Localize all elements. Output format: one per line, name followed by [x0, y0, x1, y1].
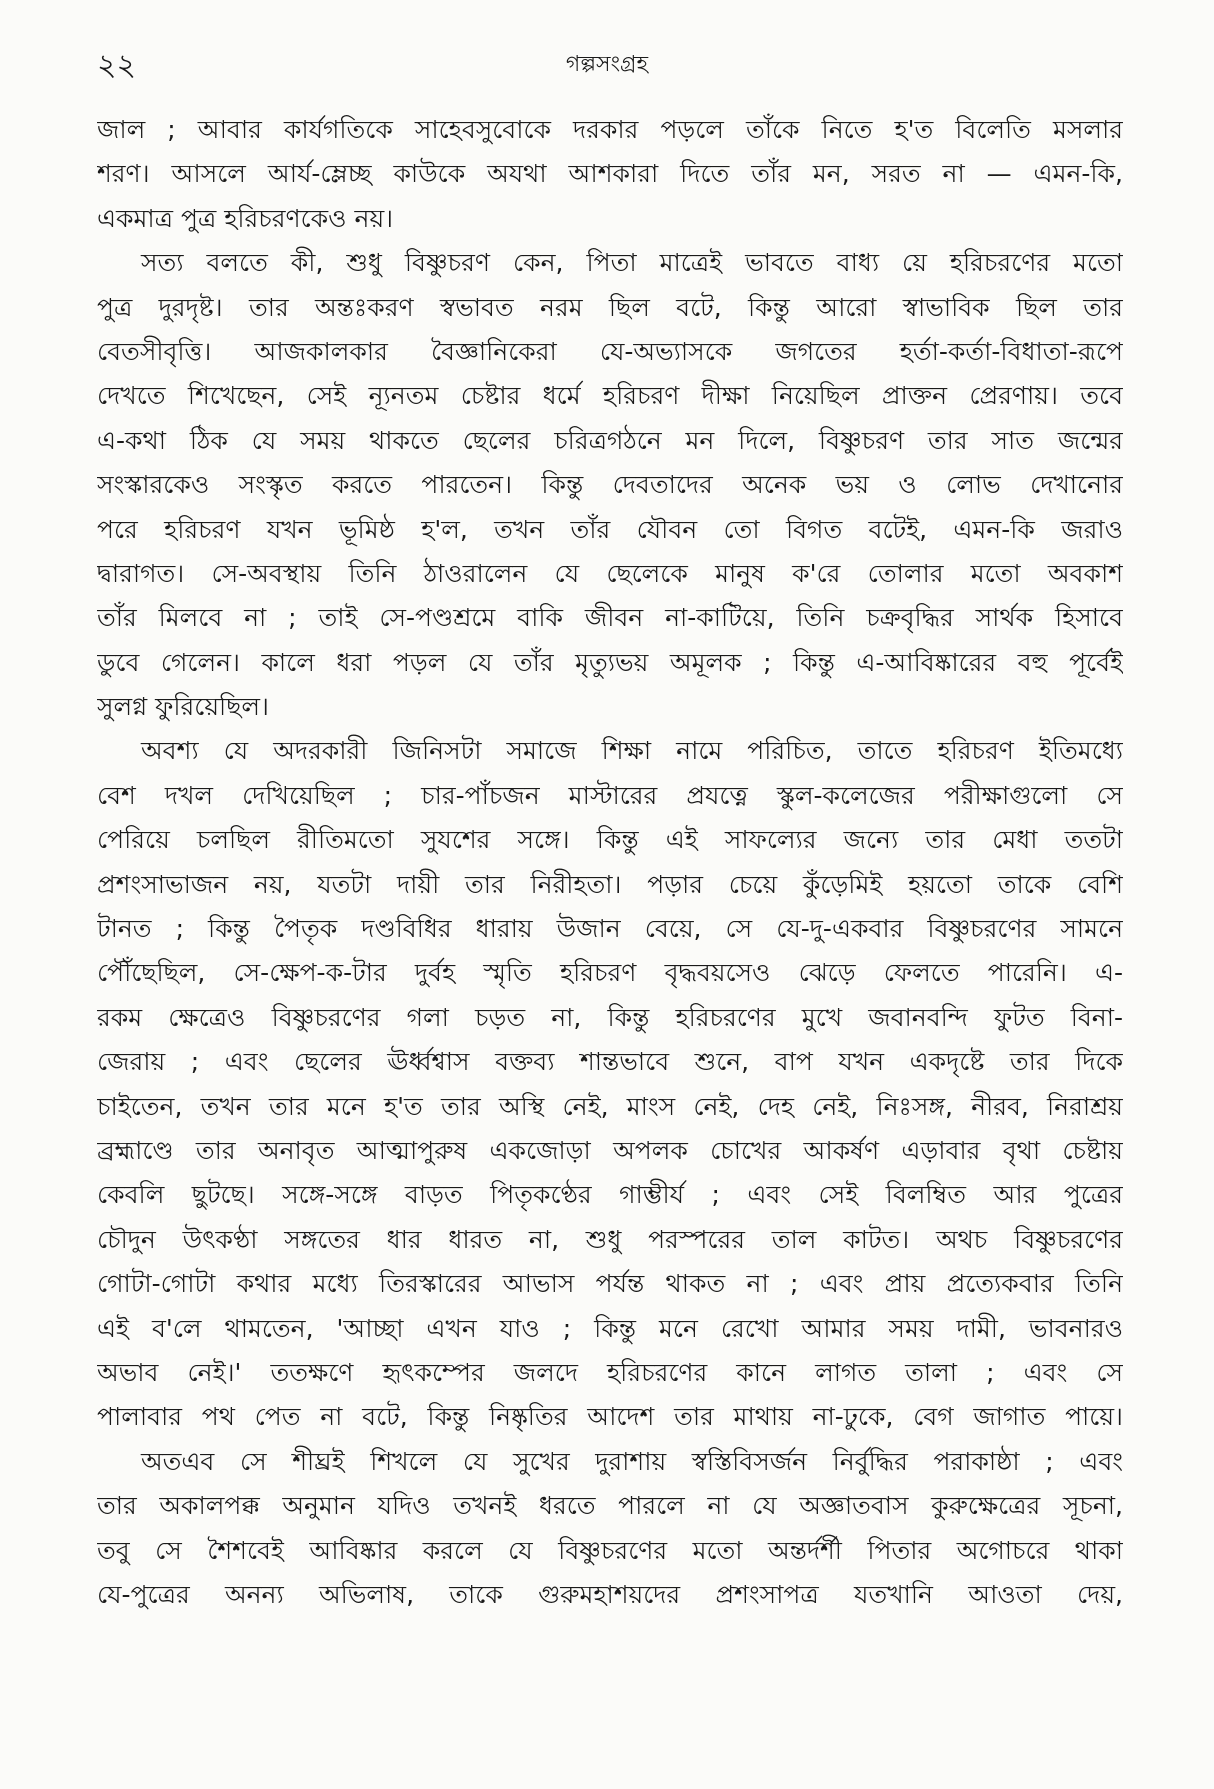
text-line: পালাবার পথ পেত না বটে, কিন্তু নিষ্কৃতির আদেশ তার মাথায় না-ঢুকে, বেগ জাগাত পায়ে। [97, 1402, 1123, 1432]
text-line: প্রশংসাভাজন নয়, যতটা দায়ী তার নিরীহতা। পড়ার চেয়ে কুঁড়েমিই হয়তো তাকে বেশি [97, 869, 1123, 899]
text-line: টানত ; কিন্তু পৈতৃক দণ্ডবিধির ধারায় উজান বেয়ে, সে যে-দু-একবার বিষ্ণুচরণের সামনে [97, 914, 1123, 944]
running-head-title: গল্পসংগ্রহ [565, 52, 649, 77]
body-text [97, 108, 1123, 1617]
text-line: পৌঁছেছিল, সে-ক্ষেপ-ক-টার দুর্বহ স্মৃতি হরিচরণ বৃদ্ধবয়সেও ঝেড়ে ফেলতে পারেনি। এ- [97, 958, 1123, 988]
text-line: চৌদুন উৎকণ্ঠা সঙ্গতের ধার ধারত না, শুধু পরস্পরের তাল কাটত। অথচ বিষ্ণুচরণের [97, 1224, 1123, 1254]
text-line: ব্রহ্মাণ্ডে তার অনাবৃত আত্মাপুরুষ একজোড়া অপলক চোখের আকর্ষণ এড়াবার বৃথা চেষ্টায় [97, 1135, 1123, 1165]
text-line: এ-কথা ঠিক যে সময় থাকতে ছেলের চরিত্রগঠনে মন দিলে, বিষ্ণুচরণ তার সাত জন্মের [97, 425, 1123, 455]
text-line: চাইতেন, তখন তার মনে হ'ত তার অস্থি নেই, মাংস নেই, দেহ নেই, নিঃসঙ্গ, নীরব, নিরাশ্রয় [97, 1091, 1123, 1121]
text-line: শরণ। আসলে আর্য-ম্লেচ্ছ কাউকে অযথা আশকারা দিতে তাঁর মন, সরত না — এমন-কি, [97, 159, 1123, 189]
text-line: পুত্র দুরদৃষ্ট। তার অন্তঃকরণ স্বভাবত নরম ছিল বটে, কিন্তু আরো স্বাভাবিক ছিল তার [97, 292, 1123, 322]
text-line: তবু সে শৈশবেই আবিষ্কার করলে যে বিষ্ণুচরণের মতো অন্তর্দর্শী পিতার অগোচরে থাকা [97, 1535, 1123, 1565]
text-line: দ্বারাগত। সে-অবস্থায় তিনি ঠাওরালেন যে ছেলেকে মানুষ ক'রে তোলার মতো অবকাশ [97, 558, 1123, 588]
text-line: বেতসীবৃত্তি। আজকালকার বৈজ্ঞানিকেরা যে-অভ্যাসকে জগতের হর্তা-কর্তা-বিধাতা-রূপে [97, 336, 1123, 366]
text-line: সত্য বলতে কী, শুধু বিষ্ণুচরণ কেন, পিতা মাত্রেই ভাবতে বাধ্য য়ে হরিচরণের মতো [141, 248, 1123, 278]
text-line: গোটা-গোটা কথার মধ্যে তিরস্কারের আভাস পর্যন্ত থাকত না ; এবং প্রায় প্রত্যেকবার তিনি [97, 1269, 1123, 1299]
text-line: সংস্কারকেও সংস্কৃত করতে পারতেন। কিন্তু দেবতাদের অনেক ভয় ও লোভ দেখানোর [97, 470, 1123, 500]
text-line: অতএব সে শীঘ্রই শিখলে যে সুখের দুরাশায় স্বস্তিবিসর্জন নির্বুদ্ধির পরাকাষ্ঠা ; এবং [141, 1446, 1123, 1476]
text-line: বেশ দখল দেখিয়েছিল ; চার-পাঁচজন মাস্টারের প্রযত্নে স্কুল-কলেজের পরীক্ষাগুলো সে [97, 780, 1123, 810]
text-line: যে-পুত্রের অনন্য অভিলাষ, তাকে গুরুমহাশয়দের প্রশংসাপত্র যতখানি আওতা দেয়, [97, 1579, 1123, 1609]
text-line: তার অকালপক্ক অনুমান যদিও তখনই ধরতে পারলে না যে অজ্ঞাতবাস কুরুক্ষেত্রের সূচনা, [97, 1491, 1123, 1521]
text-line: পেরিয়ে চলছিল রীতিমতো সুযশের সঙ্গে। কিন্তু এই সাফল্যের জন্যে তার মেধা ততটা [97, 825, 1123, 855]
text-line: অভাব নেই।' ততক্ষণে হৃৎকম্পের জলদে হরিচরণের কানে লাগত তালা ; এবং সে [97, 1357, 1123, 1387]
text-line: একমাত্র পুত্র হরিচরণকেও নয়। [97, 203, 394, 233]
text-line: পরে হরিচরণ যখন ভূমিষ্ঠ হ'ল, তখন তাঁর যৌবন তো বিগত বটেই, এমন-কি জরাও [97, 514, 1123, 544]
text-line: দেখতে শিখেছেন, সেই ন্যূনতম চেষ্টার ধর্মে হরিচরণ দীক্ষা নিয়েছিল প্রাক্তন প্রেরণায়। তবে [97, 381, 1123, 411]
text-line: ডুবে গেলেন। কালে ধরা পড়ল যে তাঁর মৃত্যুভয় অমূলক ; কিন্তু এ-আবিষ্কারের বহু পূর্বেই [97, 647, 1123, 677]
text-line: জাল ; আবার কার্যগতিকে সাহেবসুবোকে দরকার পড়লে তাঁকে নিতে হ'ত বিলেতি মসলার [97, 115, 1123, 144]
text-line: জেরায় ; এবং ছেলের ঊর্ধ্বশ্বাস বক্তব্য শান্তভাবে শুনে, বাপ যখন একদৃষ্টে তার দিকে [97, 1047, 1123, 1077]
text-line: সুলগ্ন ফুরিয়েছিল। [97, 692, 269, 722]
text-line: এই ব'লে থামতেন, 'আচ্ছা এখন যাও ; কিন্তু মনে রেখো আমার সময় দামী, ভাবনারও [97, 1313, 1123, 1343]
text-line: অবশ্য যে অদরকারী জিনিসটা সমাজে শিক্ষা নামে পরিচিত, তাতে হরিচরণ ইতিমধ্যে [141, 736, 1123, 766]
page-number: ২২ [97, 48, 137, 83]
text-line: তাঁর মিলবে না ; তাই সে-পণ্ডশ্রমে বাকি জীবন না-কাটিয়ে, তিনি চক্রবৃদ্ধির সার্থক হিসাবে [97, 603, 1123, 633]
text-line: কেবলি ছুটছে। সঙ্গে-সঙ্গে বাড়ত পিতৃকণ্ঠের গাম্ভীর্য ; এবং সেই বিলম্বিত আর পুত্রের [97, 1180, 1123, 1210]
text-line: রকম ক্ষেত্রেও বিষ্ণুচরণের গলা চড়ত না, কিন্তু হরিচরণের মুখে জবানবন্দি ফুটত বিনা- [97, 1002, 1123, 1032]
